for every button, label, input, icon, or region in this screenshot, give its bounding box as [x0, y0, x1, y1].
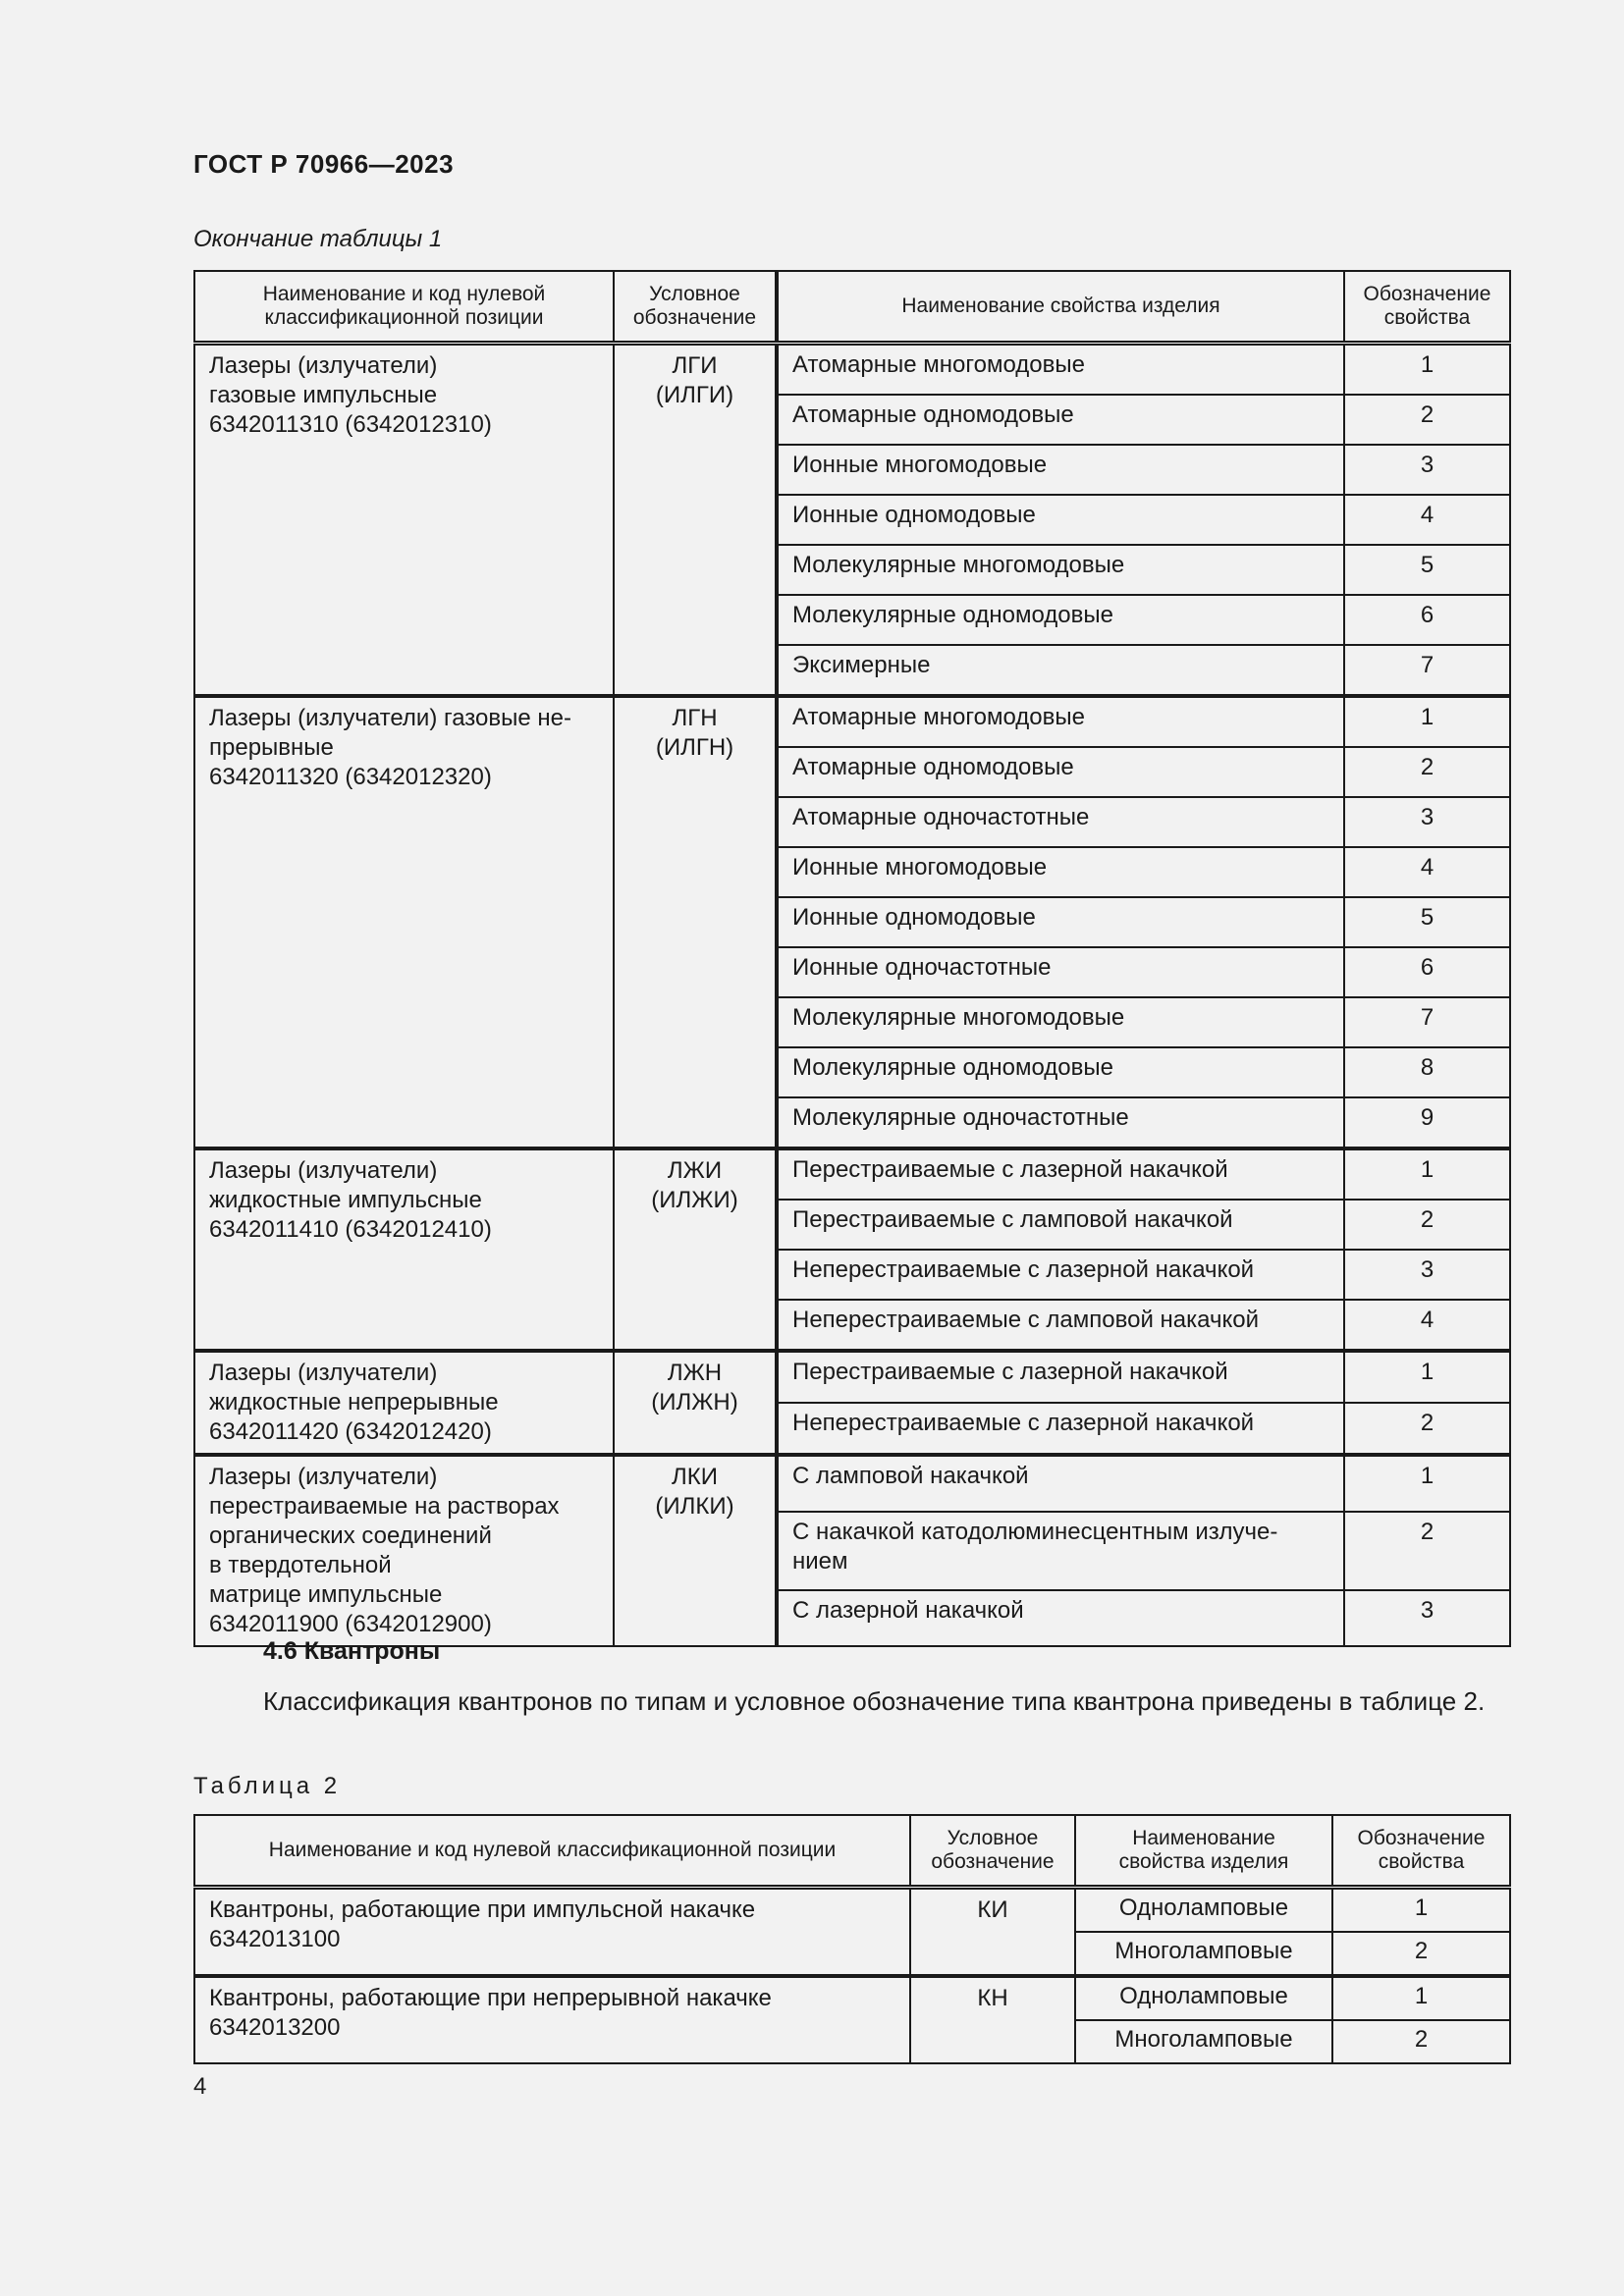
table-row	[194, 1351, 1510, 1403]
text-line: 6342011320 (6342012320)	[209, 764, 492, 790]
text-line: Квантроны, работающие при импульсной накачке	[209, 1896, 756, 1923]
text-line: ЛЖН	[667, 1360, 723, 1386]
property-cell: Неперестраиваемые с лазерной накачкой	[777, 1250, 1344, 1300]
text-line: 6342011900 (6342012900)	[209, 1611, 492, 1637]
property-cell: Атомарные многомодовые	[777, 344, 1344, 396]
table2-body	[194, 1888, 1510, 2064]
text-line: Лазеры (излучатели)	[209, 1464, 438, 1490]
table-row	[194, 696, 1510, 747]
text-line: жидкостные импульсные	[209, 1187, 482, 1213]
text-line: жидкостные непрерывные	[209, 1389, 499, 1415]
table2-col-position: Наименование и код нулевой классификационной позиции	[194, 1815, 910, 1888]
position-cell	[194, 1455, 614, 1646]
property-cell: С накачкой катодолюминесцентным излуче- нием	[777, 1512, 1344, 1590]
property-cell: Молекулярные одномодовые	[777, 1047, 1344, 1097]
property-cell: С лазерной накачкой	[777, 1590, 1344, 1646]
property-code-cell: 3	[1344, 1250, 1510, 1300]
property-code-cell: 1	[1344, 1351, 1510, 1403]
property-cell: Молекулярные многомодовые	[777, 545, 1344, 595]
property-code-cell: 4	[1344, 847, 1510, 897]
property-code-cell: 5	[1344, 897, 1510, 947]
text-line: перестраиваемые на растворах	[209, 1493, 560, 1520]
property-code-cell: 2	[1344, 1512, 1510, 1590]
position-cell	[194, 1351, 614, 1455]
section-title: 4.6 Квантроны	[263, 1637, 441, 1665]
property-code-cell: 1	[1344, 1455, 1510, 1512]
text-line: Лазеры (излучатели)	[209, 352, 438, 379]
table2-col-code: Условное обозначение	[910, 1815, 1075, 1888]
property-cell: Ионные одномодовые	[777, 495, 1344, 545]
property-code-cell: 4	[1344, 495, 1510, 545]
text-line: газовые импульсные	[209, 382, 438, 408]
property-code-cell: 2	[1344, 1200, 1510, 1250]
property-code-cell: 6	[1344, 595, 1510, 645]
code-cell	[614, 1148, 777, 1351]
property-code-cell: 1	[1344, 344, 1510, 396]
table1-body	[194, 344, 1510, 1647]
property-code-cell: 3	[1344, 1590, 1510, 1646]
table2-col-value: Обозначение свойства	[1332, 1815, 1510, 1888]
property-cell: С ламповой накачкой	[777, 1455, 1344, 1512]
table-row	[194, 1888, 1510, 1933]
property-cell: Одноламповые	[1075, 1976, 1332, 2020]
property-code-cell: 1	[1332, 1976, 1510, 2020]
position-cell	[194, 696, 614, 1148]
property-code-cell: 3	[1344, 445, 1510, 495]
position-cell	[194, 1976, 910, 2063]
property-cell: Неперестраиваемые с лазерной накачкой	[777, 1403, 1344, 1455]
text-line: 6342013100	[209, 1926, 341, 1952]
property-code-cell: 1	[1332, 1888, 1510, 1933]
property-code-cell: 2	[1344, 395, 1510, 445]
text-line: Лазеры (излучатели) газовые не-	[209, 705, 571, 731]
property-cell: Однoламповые	[1075, 1888, 1332, 1933]
text-line: ЛГН	[672, 705, 718, 731]
text-line: (ИЛЖИ)	[651, 1187, 738, 1213]
property-cell: Ионные одномодовые	[777, 897, 1344, 947]
text-line: прерывные	[209, 734, 334, 761]
text-line: (ИЛГН)	[655, 734, 734, 761]
table-row	[194, 344, 1510, 396]
code-cell	[614, 696, 777, 1148]
property-cell: Атомарные одночастотные	[777, 797, 1344, 847]
table-row	[194, 1976, 1510, 2020]
property-cell: Многоламповые	[1075, 2020, 1332, 2063]
text-line: 6342013200	[209, 2014, 341, 2041]
property-code-cell: 9	[1344, 1097, 1510, 1148]
property-code-cell: 6	[1344, 947, 1510, 997]
code-cell	[614, 1351, 777, 1455]
table-row	[194, 1148, 1510, 1200]
property-code-cell: 1	[1344, 1148, 1510, 1200]
document-code: ГОСТ Р 70966—2023	[193, 149, 455, 179]
table2-caption: Таблица 2	[193, 1773, 342, 1799]
property-code-cell: 2	[1332, 2020, 1510, 2063]
text-line: (ИЛГИ)	[655, 382, 734, 408]
code-cell	[614, 1455, 777, 1646]
code-cell: КИ	[910, 1888, 1075, 1977]
section-paragraph: Классификация квантронов по типам и условное обозначение типа квантрона приведены в таблице 2.	[263, 1686, 1486, 1716]
code-cell: КН	[910, 1976, 1075, 2063]
text-line: (ИЛКИ)	[655, 1493, 734, 1520]
property-code-cell: 2	[1344, 1403, 1510, 1455]
position-cell	[194, 1148, 614, 1351]
property-cell: Молекулярные одночастотные	[777, 1097, 1344, 1148]
text-line: в твердотельной	[209, 1552, 392, 1578]
property-code-cell: 1	[1344, 696, 1510, 747]
property-code-cell: 4	[1344, 1300, 1510, 1351]
table2-col-property: Наименование свойства изделия	[1075, 1815, 1332, 1888]
property-cell: Перестраиваемые с лазерной накачкой	[777, 1351, 1344, 1403]
property-cell: Перестраиваемые с ламповой накачкой	[777, 1200, 1344, 1250]
table1-col-code: Условное обозначение	[614, 271, 777, 344]
property-cell: Ионные многомодовые	[777, 847, 1344, 897]
table-row	[194, 1455, 1510, 1512]
table-1	[193, 270, 1511, 1647]
text-line: 6342011420 (6342012420)	[209, 1418, 492, 1445]
property-cell: Молекулярные многомодовые	[777, 997, 1344, 1047]
table1-col-position: Наименование и код нулевой классификационной позиции	[194, 271, 614, 344]
property-code-cell: 2	[1332, 1932, 1510, 1976]
property-cell: Атомарные одномодовые	[777, 395, 1344, 445]
property-cell: Эксимерные	[777, 645, 1344, 696]
page-number: 4	[193, 2073, 207, 2100]
table1-caption: Окончание таблицы 1	[193, 226, 443, 252]
table1-col-value: Обозначение свойства	[1344, 271, 1510, 344]
text-line: ЛГИ	[672, 352, 718, 379]
text-line: Лазеры (излучатели)	[209, 1157, 438, 1184]
property-cell: Ионные одночастотные	[777, 947, 1344, 997]
table1-header-row	[194, 271, 1510, 344]
text-line: ЛЖИ	[667, 1157, 723, 1184]
property-code-cell: 8	[1344, 1047, 1510, 1097]
text-line: Лазеры (излучатели)	[209, 1360, 438, 1386]
position-cell	[194, 344, 614, 697]
text-line: 6342011410 (6342012410)	[209, 1216, 492, 1243]
property-code-cell: 7	[1344, 645, 1510, 696]
property-code-cell: 5	[1344, 545, 1510, 595]
text-line: Квантроны, работающие при непрерывной накачке	[209, 1985, 772, 2011]
table1-col-property: Наименование свойства изделия	[777, 271, 1344, 344]
text-line: органических соединений	[209, 1522, 492, 1549]
text-line: 6342011310 (6342012310)	[209, 411, 492, 438]
code-cell	[614, 344, 777, 697]
table-2	[193, 1814, 1511, 2064]
property-code-cell: 7	[1344, 997, 1510, 1047]
text-line: (ИЛЖН)	[651, 1389, 738, 1415]
property-cell: Неперестраиваемые с ламповой накачкой	[777, 1300, 1344, 1351]
property-code-cell: 3	[1344, 797, 1510, 847]
property-cell: Атомарные одномодовые	[777, 747, 1344, 797]
table2-header-row	[194, 1815, 1510, 1888]
position-cell	[194, 1888, 910, 1977]
text-line: ЛКИ	[672, 1464, 718, 1490]
property-code-cell: 2	[1344, 747, 1510, 797]
property-cell: Молекулярные одномодовые	[777, 595, 1344, 645]
property-cell: Перестраиваемые с лазерной накачкой	[777, 1148, 1344, 1200]
text-line: матрице импульсные	[209, 1581, 443, 1608]
property-cell: Атомарные многомодовые	[777, 696, 1344, 747]
property-cell: Многоламповые	[1075, 1932, 1332, 1976]
property-cell: Ионные многомодовые	[777, 445, 1344, 495]
